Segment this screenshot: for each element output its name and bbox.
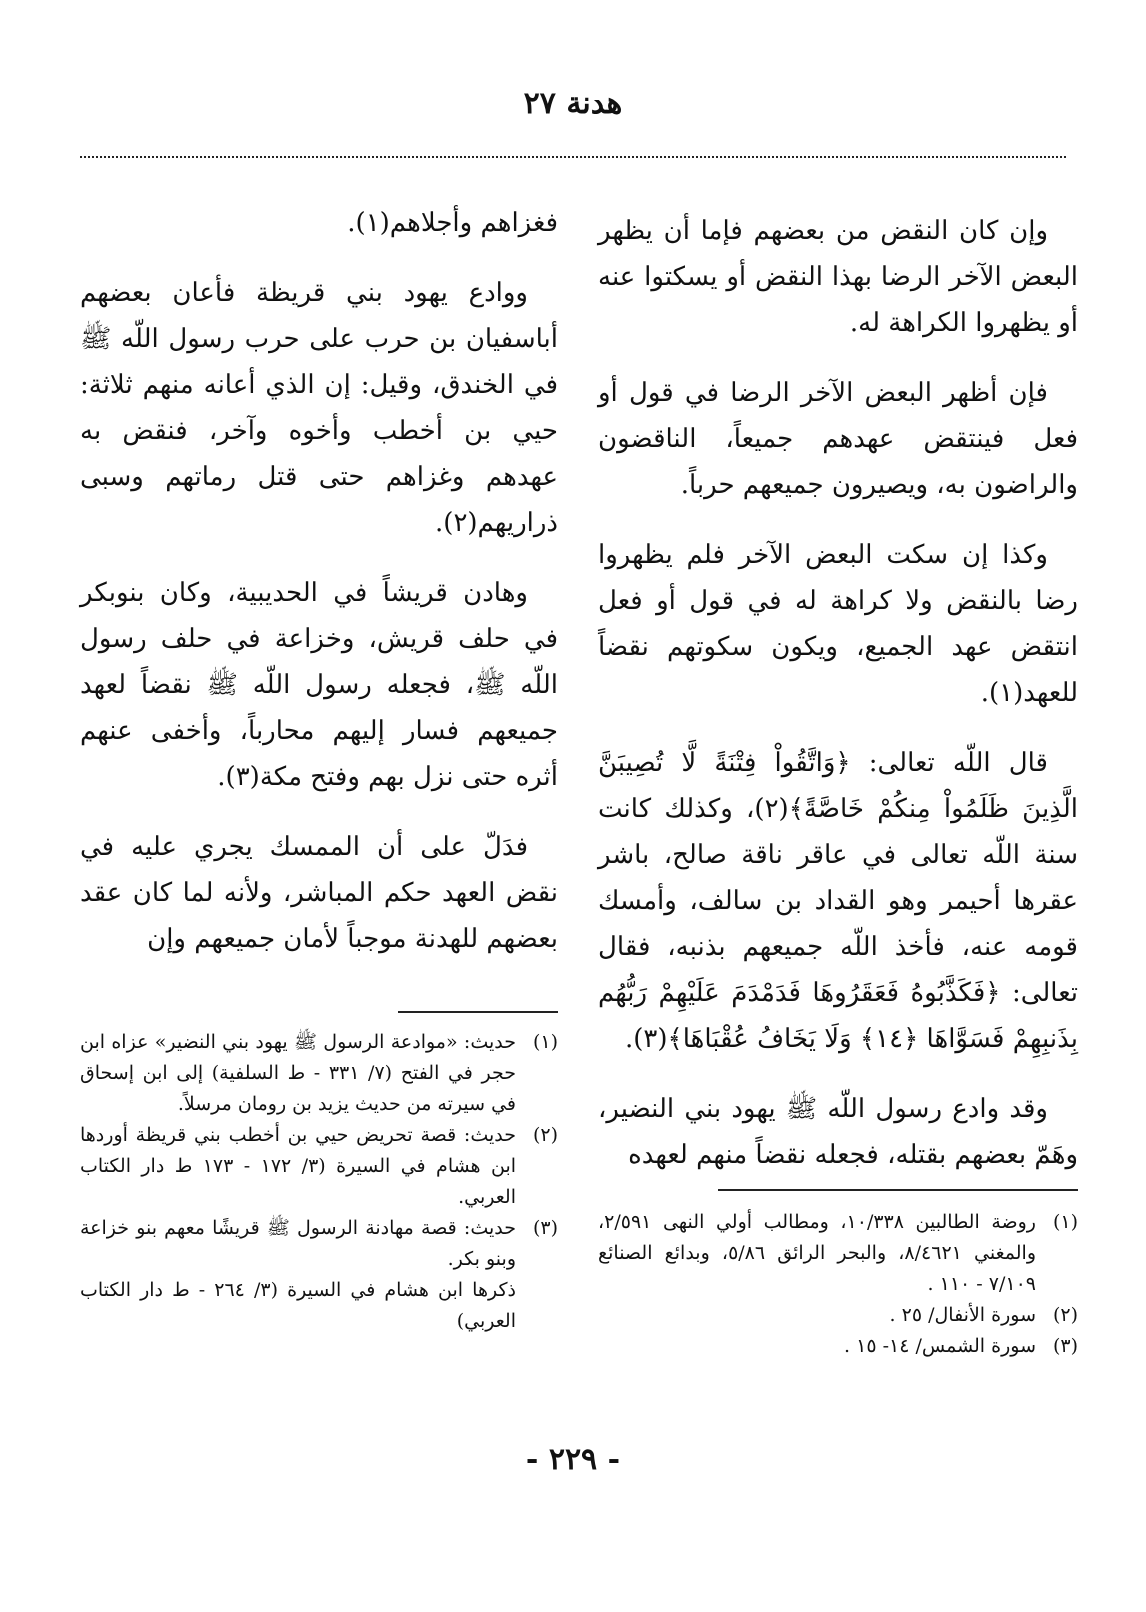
body-paragraph: ووادع يهود بني قريظة فأعان بعضهم أباسفيان بن حرب على حرب رسول اللّه ﷺ في الخندق، وقيل: إن الذي أعانه منهم ثلاثة: حيي بن أخطب وأخوه وآخر، فنقض به عهدهم وغزاهم حتى قتل رماتهم وسبى ذراريهم(٢).: [80, 278, 559, 538]
footnote-continuation: ذكرها ابن هشام في السيرة (٣/ ٢٦٤ - ط دار الكتاب العربي): [80, 1279, 516, 1332]
footnote-number: (٣): [532, 1217, 558, 1239]
continuation-text: فغزاهم وأجلاهم(١).: [347, 208, 558, 238]
body-paragraph: وكذا إن سكت البعض الآخر فلم يظهروا رضا بالنقض ولا كراهة له في قول أو فعل انتقض عهد الجميع، ويكون سكوتهم نقضاً للعهد(١).: [598, 540, 1078, 708]
footnotes-right: [598, 1207, 1078, 1362]
footnote-number: (٢): [1052, 1304, 1078, 1326]
footnote-number: (٣): [1052, 1335, 1078, 1357]
footnote: [598, 1207, 1078, 1300]
page-title: هدنة ٢٧: [523, 86, 623, 121]
footnote: [80, 1213, 558, 1275]
footnote-number: (١): [1052, 1211, 1078, 1233]
footnote: [598, 1300, 1078, 1331]
footnote-text: حديث: قصة تحريض حيي بن أخطب بني قريظة أوردها ابن هشام في السيرة (٣/ ١٧٢ - ١٧٣ ط دار الكتاب العربي.: [80, 1124, 517, 1208]
body-paragraph: وإن كان النقض من بعضهم فإما أن يظهر البعض الآخر الرضا بهذا النقض أو يسكتوا عنه أو يظهروا الكراهة له.: [598, 216, 1078, 338]
body-paragraph: وهادن قريشاً في الحديبية، وكان بنوبكر في حلف قريش، وخزاعة في حلف رسول اللّه ﷺ، فجعله رسول اللّه ﷺ نقضاً لعهد جميعهم فسار إليهم محارباً، وأخفى عنهم أثره حتى نزل بهم وفتح مكة(٣).: [80, 578, 558, 792]
right-column: [598, 208, 1078, 1202]
footnote-text: حديث: قصة مهادنة الرسول ﷺ قريشًا معهم بنو خزاعة وبنو بكر.: [80, 1217, 516, 1270]
footnote-text: سورة الشمس/ ١٤- ١٥ .: [844, 1335, 1036, 1357]
footnote-number: (٢): [532, 1124, 558, 1146]
body-paragraph: قال اللّه تعالى: ﴿وَاتَّقُواْ فِتْنَةً لَّا تُصِيبَنَّ الَّذِينَ ظَلَمُواْ مِنكُمْ خَاصَّةً﴾(٢)، وكذلك كانت سنة اللّه تعالى في عاقر ناقة صالح، باشر عقرها أحيمر وهو القداد بن سالف، وأمسك قومه عنه، فأخذ اللّه جميعهم بذنبه، فقال تعالى: ﴿فَكَذَّبُوهُ فَعَقَرُوهَا فَدَمْدَمَ عَلَيْهِمْ رَبُّهُم بِذَنبِهِمْ فَسَوَّاهَا ﴿١٤﴾ وَلَا يَخَافُ عُقْبَاهَا﴾(٣).: [598, 748, 1079, 1054]
left-column: [80, 200, 558, 986]
footnote-text: روضة الطالبين ١٠/٣٣٨، ومطالب أولي النهى ٢/٥٩١، والمغني ٨/٤٦٢١، والبحر الرائق ٥/٨٦، وبدائع الصنائع ٧/١٠٩ - ١١٠ .: [598, 1211, 1036, 1295]
footnote: [80, 1120, 558, 1213]
title-divider: [80, 156, 1066, 158]
footnotes-left: [80, 1027, 558, 1337]
footnote-divider: [398, 1011, 558, 1013]
body-paragraph: فدَلّ على أن الممسك يجري عليه في نقض العهد حكم المباشر، ولأنه لما كان عقد بعضهم للهدنة موجباً لأمان جميعهم وإن: [80, 832, 558, 954]
footnote-number: (١): [532, 1031, 558, 1053]
footnote: [598, 1331, 1078, 1362]
footnote-text: حديث: «موادعة الرسول ﷺ يهود بني النضير» عزاه ابن حجر في الفتح (٧/ ٣٣١ - ط السلفية) إلى ابن إسحاق في سيرته من حديث يزيد بن رومان مرسلاً.: [80, 1031, 516, 1115]
footnote-divider: [718, 1189, 1078, 1191]
body-paragraph: وقد وادع رسول اللّه ﷺ يهود بني النضير، وهَمّ بعضهم بقتله، فجعله نقضاً منهم لعهده: [598, 1094, 1078, 1170]
body-paragraph: فإن أظهر البعض الآخر الرضا في قول أو فعل فينتقض عهدهم جميعاً، الناقضون والراضون به، ويصيرون جميعهم حرباً.: [598, 378, 1078, 500]
footnote: [80, 1027, 558, 1120]
footnote-text: سورة الأنفال/ ٢٥ .: [889, 1304, 1036, 1326]
page-number: - ٢٢٩ -: [525, 1442, 621, 1477]
